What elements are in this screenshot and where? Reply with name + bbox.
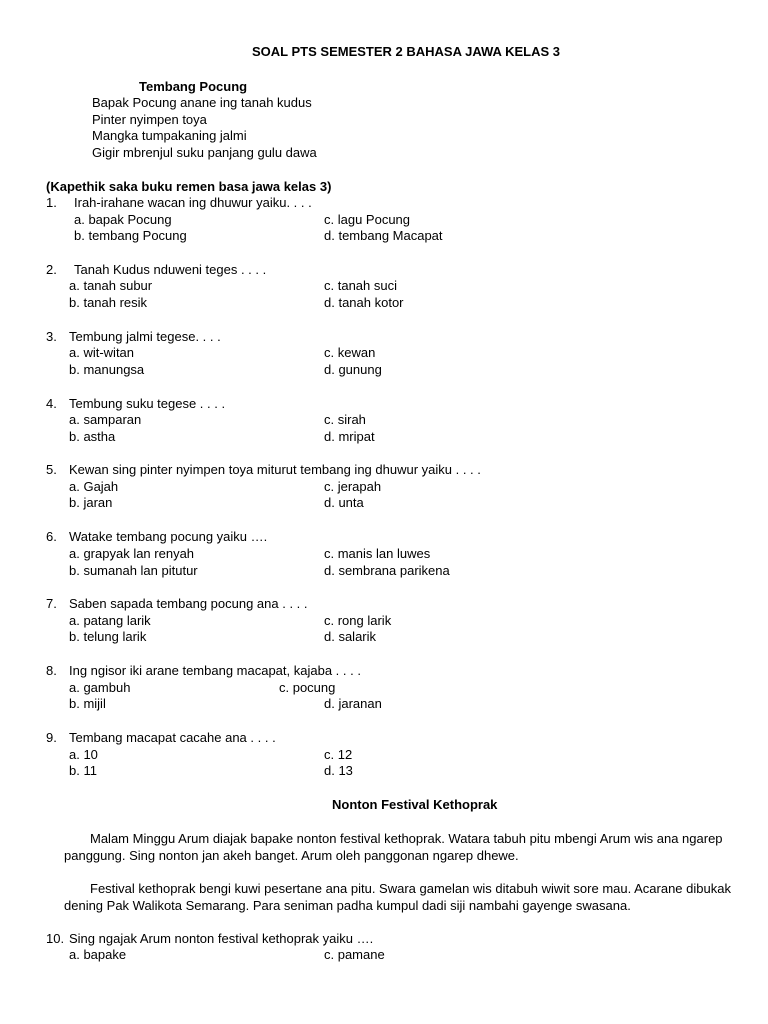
question-number: 7.: [46, 596, 57, 611]
option-c: c. rong larik: [324, 613, 392, 628]
option-a: a. Gajah: [69, 479, 119, 494]
option-d: d. sembrana parikena: [324, 563, 450, 578]
option-d: d. salarik: [324, 629, 377, 644]
question-text: Saben sapada tembang pocung ana . . . .: [69, 596, 308, 611]
question-text: Irah-irahane wacan ing dhuwur yaiku. . . .: [74, 195, 312, 210]
option-b: b. telung larik: [69, 629, 147, 644]
option-c: c. lagu Pocung: [324, 212, 411, 227]
reading-paragraph: Malam Minggu Arum diajak bapake nonton festival kethoprak. Watara tabuh pitu mbengi Arum wis ana ngarep panggung. Sing nonton jan akeh banget. Arum oleh panggonan ngarep dhewe.: [64, 831, 723, 863]
option-b: b. sumanah lan pitutur: [69, 563, 198, 578]
option-c: c. pamane: [324, 947, 385, 962]
option-a: a. samparan: [69, 412, 142, 427]
option-a: a. grapyak lan renyah: [69, 546, 195, 561]
reading-paragraph: Festival kethoprak bengi kuwi pesertane ana pitu. Swara gamelan wis ditabuh wiwit sore mau. Acarane dibukak dening Pak Walikota Semarang. Para seniman padha kumpul dadi siji nambahi gayenge swasana.: [64, 881, 731, 913]
option-b: b. tanah resik: [69, 295, 148, 310]
question-text: Watake tembang pocung yaiku ….: [69, 529, 268, 544]
option-a: a. bapake: [69, 947, 127, 962]
poem-line: Pinter nyimpen toya: [92, 112, 207, 127]
option-b: b. tembang Pocung: [74, 228, 187, 243]
question-text: Sing ngajak Arum nonton festival kethoprak yaiku ….: [69, 931, 374, 946]
question-number: 4.: [46, 396, 57, 411]
reading-title: Nonton Festival Kethoprak: [332, 797, 498, 812]
question-number: 1.: [46, 195, 57, 210]
question-text: Kewan sing pinter nyimpen toya miturut tembang ing dhuwur yaiku . . . .: [69, 462, 481, 477]
option-b: b. jaran: [69, 495, 113, 510]
question-text: Tembung suku tegese . . . .: [69, 396, 226, 411]
question-text: Tembang macapat cacahe ana . . . .: [69, 730, 276, 745]
option-b: b. astha: [69, 429, 116, 444]
option-d: d. gunung: [324, 362, 382, 377]
option-c: c. kewan: [324, 345, 376, 360]
question-number: 6.: [46, 529, 57, 544]
question-number: 5.: [46, 462, 57, 477]
option-b: b. mijil: [69, 696, 106, 711]
option-c: c. manis lan luwes: [324, 546, 431, 561]
poem-source: (Kapethik saka buku remen basa jawa kelas 3): [46, 179, 332, 194]
question-number: 9.: [46, 730, 57, 745]
option-a: a. gambuh: [69, 680, 131, 695]
question-number: 10.: [46, 931, 65, 946]
option-a: a. patang larik: [69, 613, 151, 628]
option-d: d. tanah kotor: [324, 295, 404, 310]
question-number: 3.: [46, 329, 57, 344]
option-a: a. wit-witan: [69, 345, 135, 360]
poem-line: Bapak Pocung anane ing tanah kudus: [92, 95, 312, 110]
option-d: d. tembang Macapat: [324, 228, 443, 243]
poem-title: Tembang Pocung: [139, 79, 248, 94]
option-a: a. tanah subur: [69, 278, 153, 293]
option-d: d. jaranan: [324, 696, 382, 711]
option-b: b. 11: [69, 763, 97, 778]
option-c: c. pocung: [279, 680, 336, 695]
poem-line: Gigir mbrenjul suku panjang gulu dawa: [92, 145, 317, 160]
question-text: Tembung jalmi tegese. . . .: [69, 329, 221, 344]
question-text: Ing ngisor iki arane tembang macapat, kajaba . . . .: [69, 663, 361, 678]
question-number: 2.: [46, 262, 57, 277]
poem-line: Mangka tumpakaning jalmi: [92, 128, 247, 143]
option-d: d. mripat: [324, 429, 375, 444]
question-number: 8.: [46, 663, 57, 678]
question-text: Tanah Kudus nduweni teges . . . .: [74, 262, 267, 277]
option-c: c. tanah suci: [324, 278, 397, 293]
option-a: a. bapak Pocung: [74, 212, 172, 227]
page-title: SOAL PTS SEMESTER 2 BAHASA JAWA KELAS 3: [252, 44, 560, 59]
option-c: c. 12: [324, 747, 353, 762]
option-b: b. manungsa: [69, 362, 145, 377]
option-c: c. sirah: [324, 412, 366, 427]
option-d: d. 13: [324, 763, 353, 778]
option-a: a. 10: [69, 747, 98, 762]
option-c: c. jerapah: [324, 479, 382, 494]
option-d: d. unta: [324, 495, 364, 510]
